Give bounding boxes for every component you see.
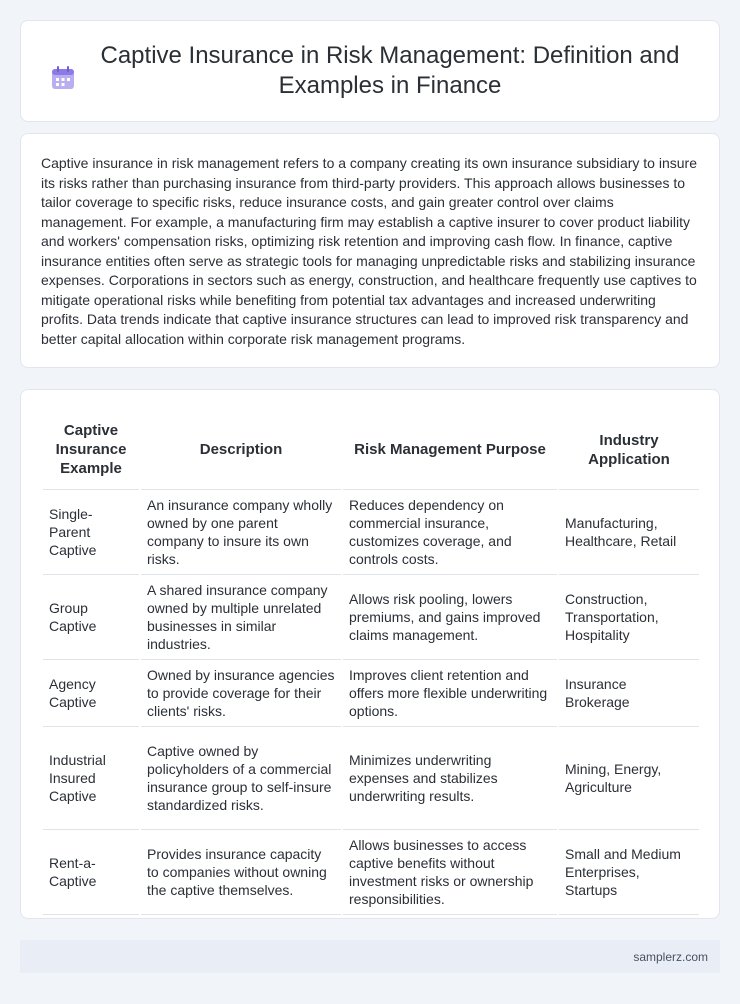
title-wrap xyxy=(50,41,690,101)
description-cell: Owned by insurance agencies to provide coverage for their clients' risks. xyxy=(141,660,341,727)
table-card xyxy=(20,389,720,919)
column-header: Description xyxy=(141,410,341,490)
industry-cell: Manufacturing, Healthcare, Retail xyxy=(559,490,699,575)
example-cell: Rent-a-Captive xyxy=(43,830,139,915)
description-cell: Captive owned by policyholders of a commercial insurance group to self-insure standardized risks. xyxy=(141,727,341,830)
column-header: Captive Insurance Example xyxy=(43,410,139,490)
example-cell: Single-Parent Captive xyxy=(43,490,139,575)
description-cell: Provides insurance capacity to companies without owning the captive themselves. xyxy=(141,830,341,915)
purpose-cell: Allows risk pooling, lowers premiums, and gains improved claims management. xyxy=(343,575,557,660)
calendar-icon xyxy=(50,65,76,91)
industry-cell: Small and Medium Enterprises, Startups xyxy=(559,830,699,915)
column-header: Industry Application xyxy=(559,410,699,490)
table-row xyxy=(43,727,699,830)
example-cell: Industrial Insured Captive xyxy=(43,727,139,830)
intro-paragraph: Captive insurance in risk management refers to a company creating its own insurance subsidiary to insure its risks rather than purchasing insurance from third-party providers. This approach allows businesses to tailor coverage to specific risks, reduce insurance costs, and gain greater control over claims management. For example, a manufacturing firm may establish a captive insurer to cover product liability and workers' compensation risks, optimizing risk retention and improving cash flow. In finance, captive insurance entities often serve as strategic tools for managing unpredictable risks and stabilizing insurance expenses. Corporations in sectors such as energy, construction, and healthcare frequently use captives to mitigate operational risks while benefiting from potential tax advantages and increased underwriting profits. Data trends indicate that captive insurance structures can lead to improved risk transparency and better capital allocation within corporate risk management programs. xyxy=(41,155,697,347)
purpose-cell: Improves client retention and offers more flexible underwriting options. xyxy=(343,660,557,727)
footer-site-link[interactable]: samplerz.com xyxy=(633,949,708,964)
purpose-cell: Minimizes underwriting expenses and stabilizes underwriting results. xyxy=(343,727,557,830)
purpose-cell: Reduces dependency on commercial insurance, customizes coverage, and controls costs. xyxy=(343,490,557,575)
industry-cell: Insurance Brokerage xyxy=(559,660,699,727)
table-row xyxy=(43,575,699,660)
industry-cell: Mining, Energy, Agriculture xyxy=(559,727,699,830)
description-cell: A shared insurance company owned by multiple unrelated businesses in similar industries. xyxy=(141,575,341,660)
table-row xyxy=(43,660,699,727)
column-header: Risk Management Purpose xyxy=(343,410,557,490)
title-card xyxy=(20,20,720,122)
table-row xyxy=(43,830,699,915)
industry-cell: Construction, Transportation, Hospitality xyxy=(559,575,699,660)
table-row xyxy=(43,490,699,575)
description-cell: An insurance company wholly owned by one parent company to insure its own risks. xyxy=(141,490,341,575)
example-cell: Agency Captive xyxy=(43,660,139,727)
example-cell: Group Captive xyxy=(43,575,139,660)
table-header-row xyxy=(43,410,699,490)
captive-insurance-table xyxy=(41,410,701,915)
page-title: Captive Insurance in Risk Management: Definition and Examples in Finance xyxy=(100,42,680,99)
purpose-cell: Allows businesses to access captive benefits without investment risks or ownership responsibilities. xyxy=(343,830,557,915)
intro-card xyxy=(20,133,720,368)
footer xyxy=(20,940,720,973)
